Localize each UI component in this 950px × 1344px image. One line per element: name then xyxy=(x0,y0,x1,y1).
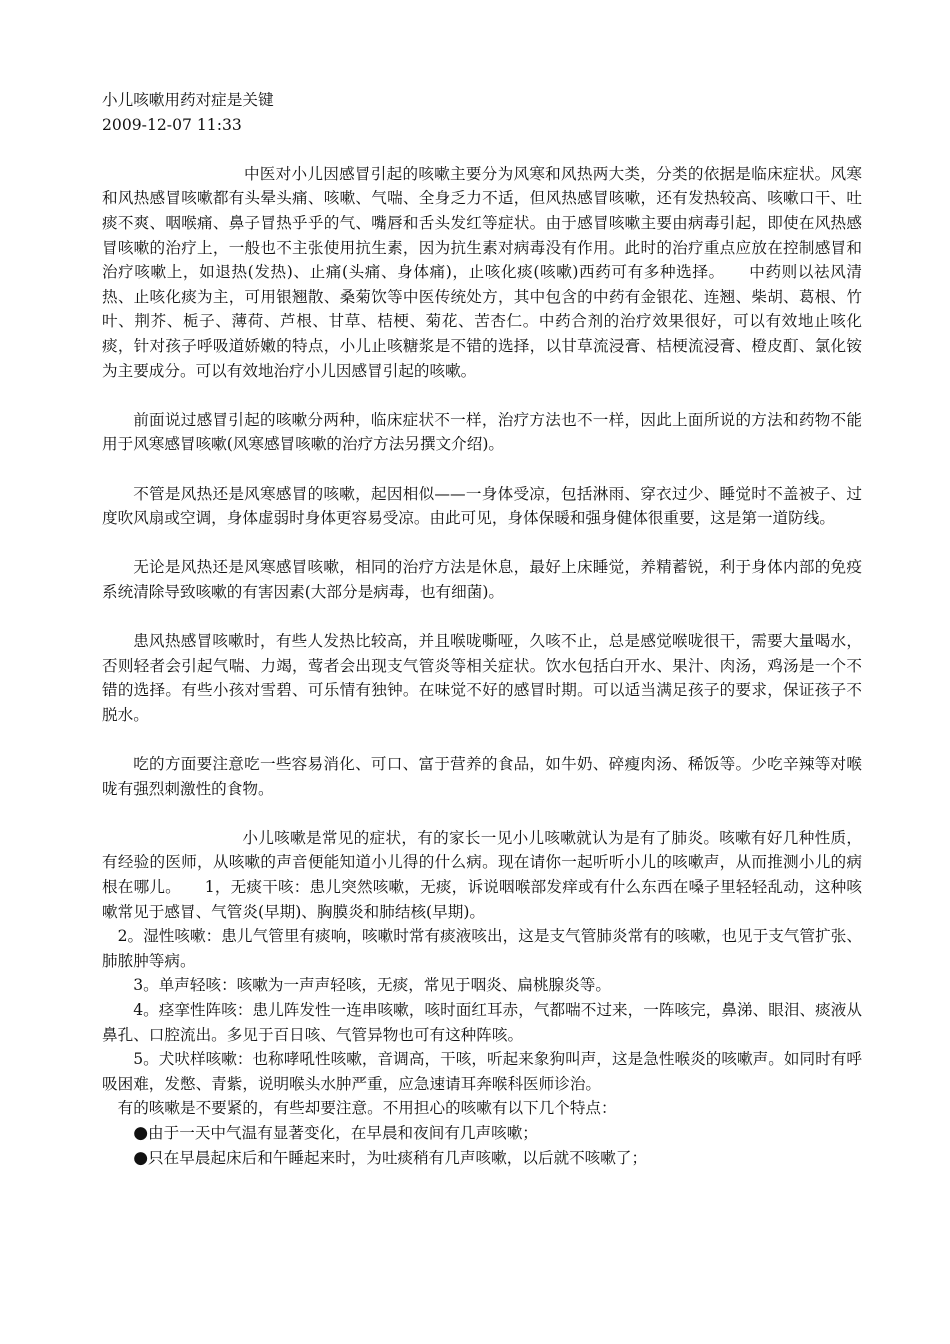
paragraph-diet: 吃的方面要注意吃一些容易消化、可口、富于营养的食品，如牛奶、碎瘦肉汤、稀饭等。少吃辛辣等对喉咙有强烈刺激性的食物。 xyxy=(102,755,862,798)
article xyxy=(102,88,862,1170)
spacer xyxy=(102,604,862,629)
list-item-text: 只在早晨起床后和午睡起来时，为吐痰稍有几声咳嗽，以后就不咳嗽了； xyxy=(148,1148,648,1167)
article-title: 小儿咳嗽用药对症是关键 xyxy=(102,91,274,109)
spacer xyxy=(102,457,862,482)
spacer xyxy=(102,383,862,408)
article-timestamp: 2009-12-07 11:33 xyxy=(102,115,242,134)
paragraph-cough-types: 小儿咳嗽是常见的症状，有的家长一见小儿咳嗽就认为是有了肺炎。咳嗽有好几种性质，有经验的医师，从咳嗽的声音便能知道小儿得的什么病。现在请你一起听听小儿的咳嗽声，从而推测小儿的病根在哪儿。 1，无痰干咳：患儿突然咳嗽，无痰，诉说咽喉部发痒或有什么东西在嗓子里轻轻乱动，这种咳嗽常见于感冒、气管炎(早期)、胸膜炎和肺结核(早期)。 xyxy=(102,828,862,921)
paragraph-rest: 无论是风热还是风寒感冒咳嗽，相同的治疗方法是休息，最好上床睡觉，养精蓄锐，利于身体内部的免疫系统清除导致咳嗽的有害因素(大部分是病毒，也有细菌)。 xyxy=(102,558,862,601)
paragraph-two-types: 前面说过感冒引起的咳嗽分两种，临床症状不一样，治疗方法也不一样，因此上面所说的方法和药物不能用于风寒感冒咳嗽(风寒感冒咳嗽的治疗方法另撰文介绍)。 xyxy=(102,410,862,454)
spacer xyxy=(102,801,862,826)
paragraph-hydration: 患风热感冒咳嗽时，有些人发热比较高，并且喉咙嘶哑，久咳不止，总是感觉喉咙很干，需要大量喝水，否则轻者会引起气喘、力竭，莺者会出现支气管炎等相关症状。饮水包括白开水、果汁、肉汤，鸡汤是一个不错的选择。有些小孩对雪碧、可乐情有独钟。在味觉不好的感冒时期。可以适当满足孩子的要求，保证孩子不脱水。 xyxy=(102,632,862,724)
spacer xyxy=(102,531,862,556)
paragraph-intro: 中医对小儿因感冒引起的咳嗽主要分为风寒和风热两大类，分类的依据是临床症状。风寒和风热感冒咳嗽都有头晕头痛、咳嗽、气喘、全身乏力不适，但风热感冒咳嗽，还有发热较高、咳嗽口干、吐痰不爽、咽喉痛、鼻子冒热乎乎的气、嘴唇和舌头发红等症状。由于感冒咳嗽主要由病毒引起，即使在风热感冒咳嗽的治疗上，一般也不主张使用抗生素，因为抗生素对病毒没有作用。此时的治疗重点应放在控制感冒和治疗咳嗽上，如退热(发热)、止痛(头痛、身体痛)，止咳化痰(咳嗽)西药可有多种选择。 中药则以祛风清热、止咳化痰为主，可用银翘散、桑菊饮等中医传统处方，其中包含的中药有金银花、连翘、柴胡、葛根、竹叶、荆芥、栀子、薄荷、芦根、甘草、桔梗、菊花、苦杏仁。中药合剂的治疗效果很好，可以有效地止咳化痰，针对孩子呼吸道娇嫩的特点，小儿止咳糖浆是不错的选择，以甘草流浸膏、桔梗流浸膏、橙皮酊、氯化铵为主要成分。可以有效地治疗小儿因感冒引起的咳嗽。 xyxy=(102,164,862,380)
paragraph-bark-cough: 5。犬吠样咳嗽：也称哮吼性咳嗽，音调高，干咳，听起来象狗叫声，这是急性喉炎的咳嗽声。如同时有呼吸困难，发憋、青紫，说明喉头水肿严重，应急速请耳奔喉科医师诊治。 xyxy=(102,1050,862,1093)
paragraph-spasm-cough: 4。痉挛性阵咳：患儿阵发性一连串咳嗽，咳时面红耳赤，气都喘不过来，一阵咳完，鼻涕、眼泪、痰液从鼻孔、口腔流出。多见于百日咳、气管异物也可有这种阵咳。 xyxy=(102,1000,862,1044)
spacer xyxy=(102,137,862,162)
list-item xyxy=(102,1121,862,1146)
list-item xyxy=(102,1146,862,1171)
bullet-icon: ● xyxy=(133,1122,149,1143)
bullet-icon: ● xyxy=(133,1147,149,1168)
spacer xyxy=(102,727,862,752)
paragraph-cause: 不管是风热还是风寒感冒的咳嗽，起因相似——一身体受凉，包括淋雨、穿衣过少、睡觉时不盖被子、过度吹风扇或空调，身体虚弱时身体更容易受凉。由此可见，身体保暖和强身健体很重要，这是第一道防线。 xyxy=(102,484,862,528)
paragraph-no-worry: 有的咳嗽是不要紧的，有些却要注意。不用担心的咳嗽有以下几个特点： xyxy=(117,1099,617,1118)
paragraph-single-cough: 3。单声轻咳：咳嗽为一声声轻咳，无痰，常见于咽炎、扁桃腺炎等。 xyxy=(133,976,611,995)
paragraph-wet-cough: 2。湿性咳嗽：患儿气管里有痰响，咳嗽时常有痰液咳出，这是支气管肺炎常有的咳嗽，也见于支气管扩张、肺脓肿等病。 xyxy=(102,927,862,970)
list-item-text: 由于一天中气温有显著变化，在早晨和夜间有几声咳嗽； xyxy=(148,1123,538,1142)
